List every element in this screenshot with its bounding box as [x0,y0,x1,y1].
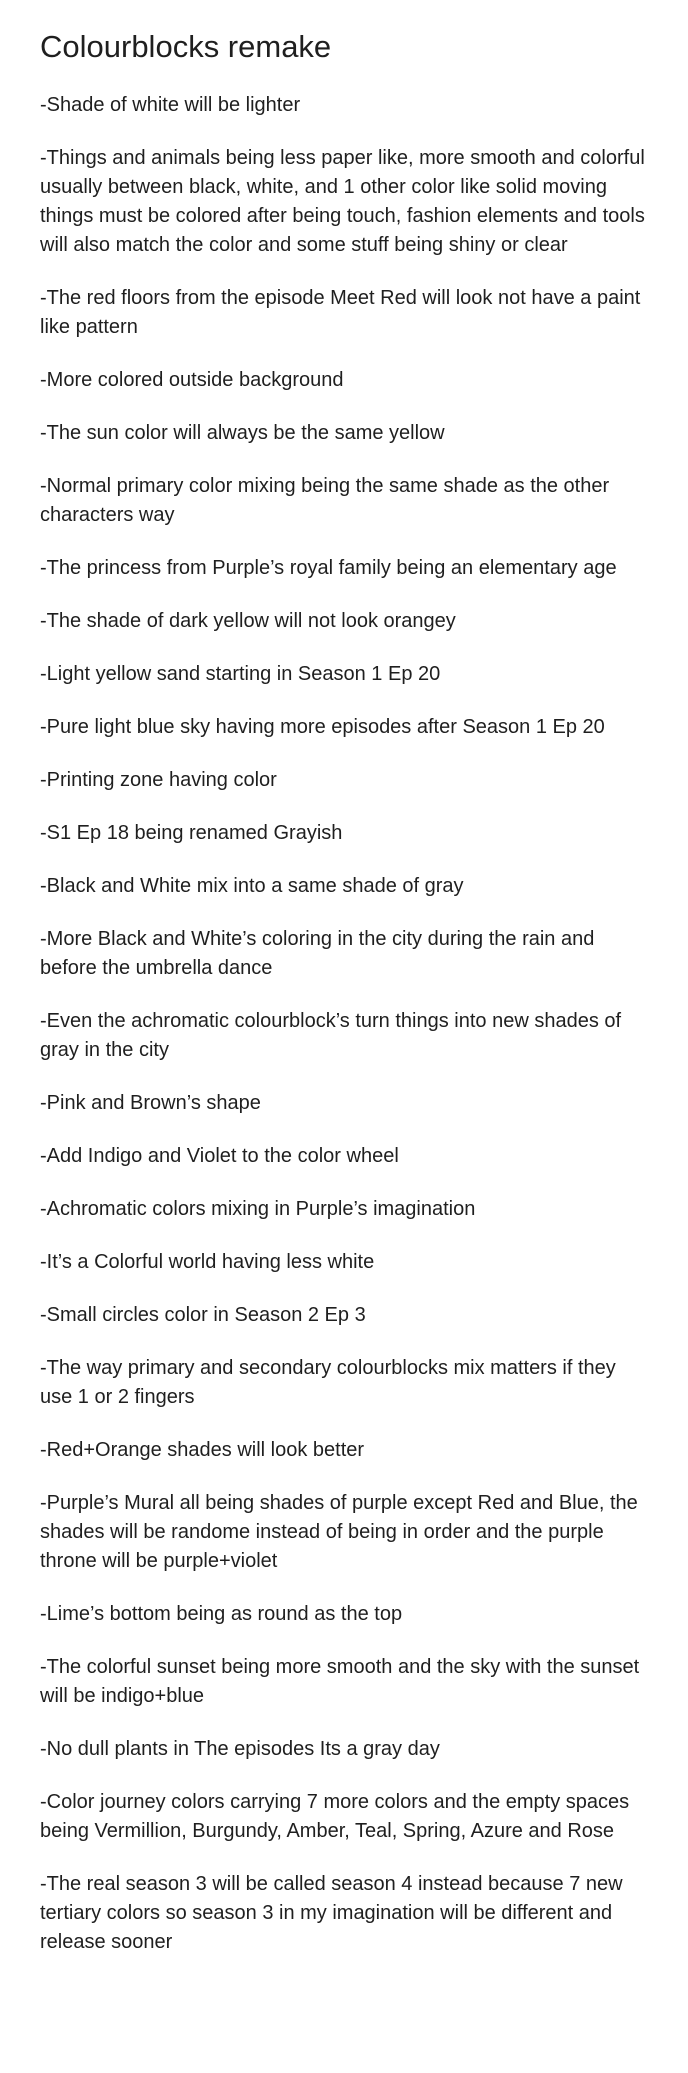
list-item: -The princess from Purple’s royal family being an elementary age [40,557,617,580]
list-item: -Red+Orange shades will look better [40,1439,365,1462]
list-item: -Add Indigo and Violet to the color wheel [40,1145,399,1168]
list-item: -Achromatic colors mixing in Purple’s imagination [40,1198,476,1221]
list-item: -It’s a Colorful world having less white [40,1251,375,1274]
list-item: -Black and White mix into a same shade of gray [40,875,464,898]
list-item: -Pink and Brown’s shape [40,1092,261,1115]
list-item: -More colored outside background [40,369,344,392]
list-item: -The real season 3 will be called season 4 instead because 7 new tertiary colors so season 3 in my imagination will be different and release sooner [40,1873,623,1954]
list-item: -Pure light blue sky having more episodes after Season 1 Ep 20 [40,716,605,739]
list-item: -The sun color will always be the same yellow [40,422,445,445]
list-item: -Purple’s Mural all being shades of purple except Red and Blue, the shades will be randome instead of being in order and the purple throne will be purple+violet [40,1492,638,1573]
list-item: -Normal primary color mixing being the same shade as the other characters way [40,475,610,527]
list-item: -The red floors from the episode Meet Red will look not have a paint like pattern [40,287,641,339]
list-item: -More Black and White’s coloring in the city during the rain and before the umbrella dance [40,928,595,980]
list-item: -Color journey colors carrying 7 more colors and the empty spaces being Vermillion, Burgundy, Amber, Teal, Spring, Azure and Rose [40,1791,630,1843]
list-item: -Printing zone having color [40,769,277,792]
list-item: -No dull plants in The episodes Its a gray day [40,1738,440,1761]
list-item: -Shade of white will be lighter [40,94,301,117]
document-title: Colourblocks remake [40,29,332,64]
list-item: -Small circles color in Season 2 Ep 3 [40,1304,366,1327]
list-item: -Even the achromatic colourblock’s turn things into new shades of gray in the city [40,1010,622,1062]
list-item: -The colorful sunset being more smooth and the sky with the sunset will be indigo+blue [40,1656,640,1708]
item-list [40,91,648,1957]
list-item: -S1 Ep 18 being renamed Grayish [40,822,343,845]
list-item: -Light yellow sand starting in Season 1 Ep 20 [40,663,441,686]
list-item: -Things and animals being less paper like, more smooth and colorful usually between black, white, and 1 other color like solid moving things must be colored after being touch, fashion elements and tools will also match the color and some stuff being shiny or clear [40,147,645,257]
list-item: -Lime’s bottom being as round as the top [40,1603,403,1626]
list-item: -The way primary and secondary colourblocks mix matters if they use 1 or 2 fingers [40,1357,616,1409]
list-item: -The shade of dark yellow will not look orangey [40,610,456,633]
